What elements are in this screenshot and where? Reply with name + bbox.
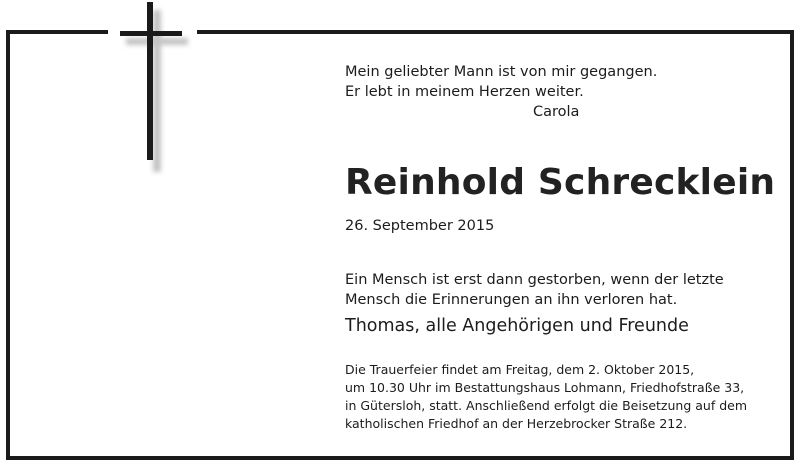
service-line-4: katholischen Friedhof an der Herzebrocker Straße 212. [345,416,688,431]
verse-line-1: Mein geliebter Mann ist von mir gegangen. [345,64,658,80]
service-line-2: um 10.30 Uhr im Bestattungshaus Lohmann, Friedhofstraße 33, [345,380,745,395]
quote-line-1: Ein Mensch ist erst dann gestorben, wenn der letzte [345,272,724,288]
service-line-3: in Gütersloh, statt. Anschließend erfolgt die Beisetzung auf dem [345,398,747,413]
quote-line-2: Mensch die Erinnerungen an ihn verloren hat. [345,292,678,308]
cross-shape [120,2,182,160]
deceased-name: Reinhold Schrecklein [345,162,776,203]
verse-line-2: Er lebt in meinem Herzen weiter. [345,84,584,100]
service-line-1: Die Trauerfeier findet am Freitag, dem 2. Oktober 2015, [345,362,695,377]
mourners-line: Thomas, alle Angehörigen und Freunde [345,316,689,336]
verse-signature: Carola [533,104,580,120]
death-date: 26. September 2015 [345,218,495,234]
